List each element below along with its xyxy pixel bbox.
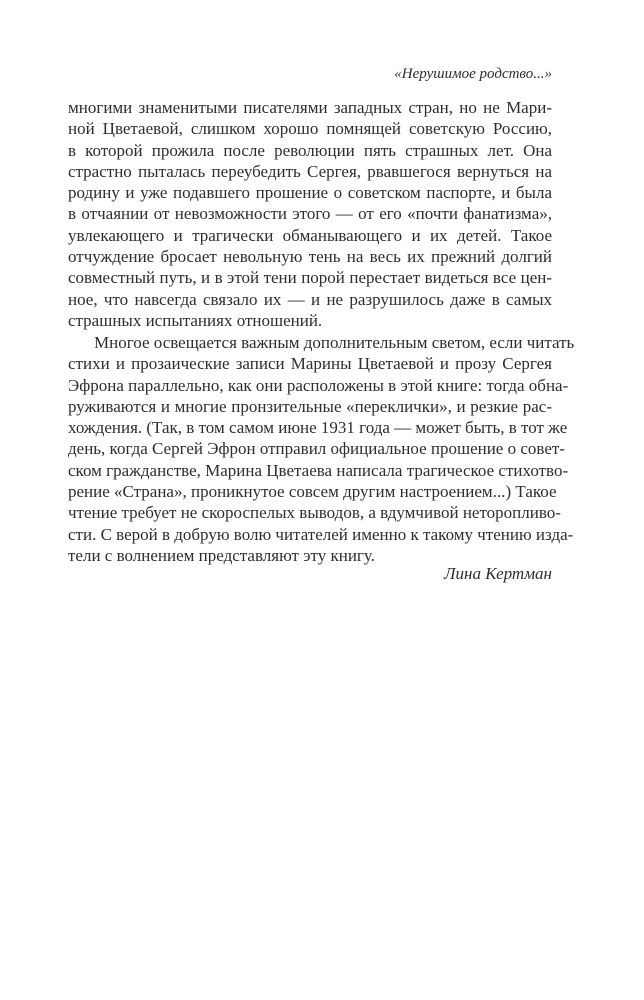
text-line: страшных испытаниях отношений.	[68, 310, 323, 330]
text-line: ском гражданстве, Марина Цветаева написала трагическое стихотво-	[68, 460, 569, 480]
text-line: чтение требует не скороспелых выводов, а вдумчивой неторопливо-	[68, 503, 561, 523]
text-line: Эфрона параллельно, как они расположены в этой книге: тогда обна-	[68, 375, 569, 395]
text-line: руживаются и многие пронзительные «переклички», и резкие рас-	[68, 396, 552, 416]
text-line: рение «Страна», проникнутое совсем другим настроением...) Такое	[68, 482, 557, 502]
text-line: в отчаянии от невозможности этого — от его «почти фанатизма»,	[68, 204, 552, 224]
text-line: ной Цветаевой, слишком хорошо помнящей советскую Россию,	[68, 119, 552, 139]
text-line: тели с волнением представляют эту книгу.	[68, 545, 375, 565]
paragraph-1	[68, 97, 552, 331]
running-header: «Нерушимое родство...»	[394, 66, 552, 82]
text-line: день, когда Сергей Эфрон отправил официальное прошение о совет-	[68, 439, 565, 459]
paragraph-2	[68, 332, 575, 566]
text-line: хождения. (Так, в том самом июне 1931 года — может быть, в тот же	[68, 418, 568, 438]
text-line: сти. С верой в добрую волю читателей именно к такому чтению изда-	[68, 524, 574, 544]
text-line: родину и уже подавшего прошение о советском паспорте, и была	[68, 183, 552, 203]
text-line: многими знаменитыми писателями западных стран, но не Мари-	[68, 98, 552, 117]
text-line: отчуждение бросает невольную тень на весь их прежний долгий	[68, 247, 552, 267]
text-line: Многое освещается важным дополнительным светом, если читать	[94, 333, 575, 352]
text-line: стихи и прозаические записи Марины Цветаевой и прозу Сергея	[68, 354, 552, 374]
text-line: в которой прожила после революции пять страшных лет. Она	[68, 140, 552, 160]
author-signature: Лина Кертман	[444, 564, 552, 583]
text-line: увлекающего и трагически обманывающего и их детей. Такое	[68, 225, 552, 245]
text-line: совместный путь, и в этой тени порой перестает видеться все цен-	[68, 268, 552, 288]
text-line: ное, что навсегда связало их — и не разрушилось даже в самых	[68, 289, 552, 309]
text-line: страстно пыталась переубедить Сергея, рвавшегося вернуться на	[68, 161, 552, 181]
